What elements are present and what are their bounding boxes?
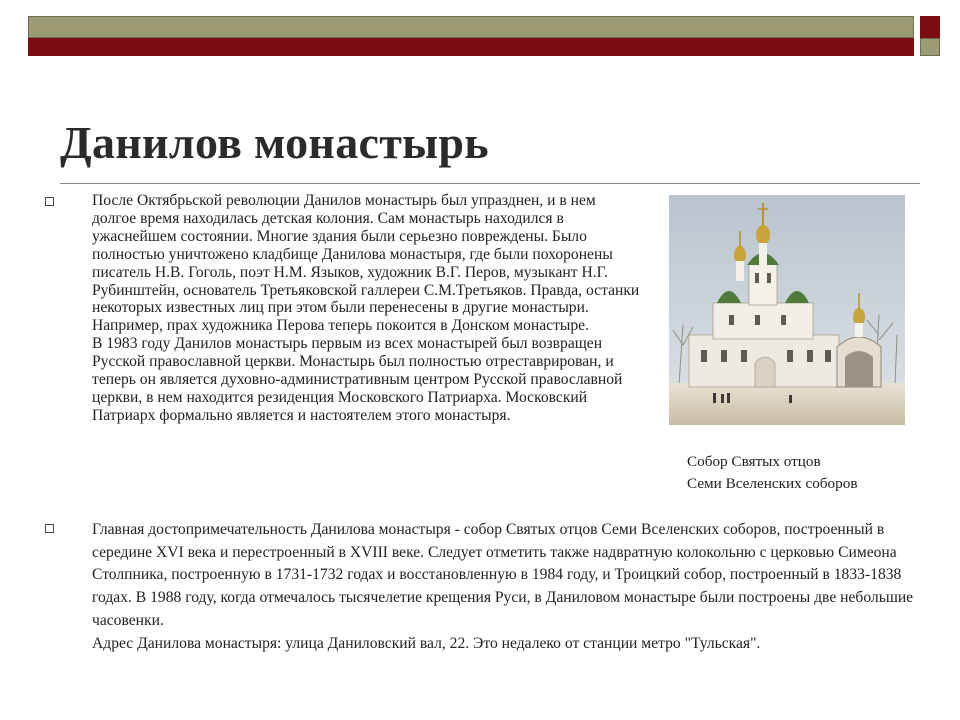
paragraph-restoration-text: В 1983 году Данилов монастырь первым из всех монастырей был возвращен Русской православной церкви. Монастырь был полностью отреставрирован, и теперь он является духовно-административным центром Русской православной церкви, в нем находится резиденция Московского Патриарха. Московский Патриарх формально является и настоятелем этого монастыря. bbox=[92, 335, 623, 424]
paragraph-address-text: Адрес Данилова монастыря: улица Даниловский вал, 22. Это недалеко от станции метро "Тульская". bbox=[92, 634, 761, 652]
title-divider bbox=[60, 183, 920, 184]
top-decorative-bar bbox=[28, 16, 940, 56]
paragraph-history-text: После Октябрьской революции Данилов монастырь был упразднен, и в нем долгое время находилась детская колония. Сам монастырь находился в ужаснейшем состоянии. Многие здания были серьезно повреждены. Было полностью уничтожено кладбище Данилова монастыря, где были похоронены писатель Н.В. Гоголь, поэт Н.М. Языков, художник В.Г. Перов, музыкант Н.Г. Рубинштейн, основатель Третьяковской галлереи С.М.Третьяков. Правда, останки некоторых известных лиц при этом были перенесены в другие монастыри. Например, прах художника Перова теперь покоится в Донском монастыре. bbox=[92, 192, 640, 335]
caption-line-1: Собор Святых отцов bbox=[687, 453, 821, 470]
top-bar-corner-square-red bbox=[920, 16, 940, 38]
top-bar-olive-stripe bbox=[28, 16, 914, 38]
paragraph-landmarks bbox=[92, 519, 937, 655]
cathedral-photo bbox=[669, 195, 905, 425]
top-bar-corner-square-olive bbox=[920, 38, 940, 56]
top-bar-maroon-stripe bbox=[28, 38, 914, 56]
hollow-square-bullet-icon bbox=[45, 524, 54, 533]
paragraph-landmarks-text: Главная достопримечательность Данилова монастыря - собор Святых отцов Семи Вселенских соборов, построенный в середине XVI века и перестроенный в XVIII веке. Следует отметить также надвратную колокольню с церковью Симеона Столпника, построенную в 1731-1732 годах и восстановленную в 1984 году, и Троицкий собор, построенный в 1833-1838 годах. В 1988 году, когда отмечалось тысячелетие крещения Руси, в Даниловом монастыре были построены две небольшие часовенки. bbox=[92, 521, 914, 629]
slide-title: Данилов монастырь bbox=[60, 117, 489, 168]
paragraph-history bbox=[92, 192, 642, 425]
caption-line-2: Семи Вселенских соборов bbox=[687, 475, 858, 492]
hollow-square-bullet-icon bbox=[45, 197, 54, 206]
photo-caption bbox=[687, 451, 858, 495]
